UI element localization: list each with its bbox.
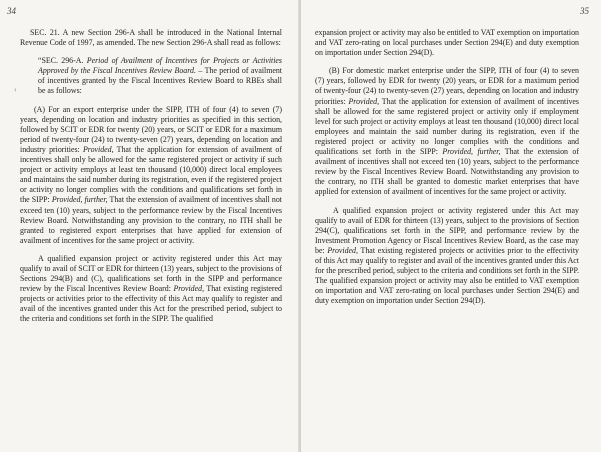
section-heading: “SEC. 296-A. Period of Availment of Incentives for Projects or Activities Approved by the Fiscal Incentives Review Board. – The period of availment of incentives granted by the Fiscal Incentives Review Board to RBEs shall be as follows: xyxy=(38,56,282,96)
continued-paragraph: expansion project or activity may also be entitled to VAT exemption on importation and VAT zero-rating on local purchases under Section 294(E) and duty exemption on importation under Section 294(D). xyxy=(315,28,579,58)
paragraph-b: (B) For domestic market enterprise under the SIPP, ITH of four (4) to seven (7) years, followed by EDR for twenty (20) years, or EDR for a maximum period of twenty-four (24) to twenty-seven (27) years, depending on location and industry priorities: Provided, That the application for extension of availment of incentives shall be allowed for the same registered project or activity only if employment level for such project or activity employs at least ten thousand (10,000) direct local employees and maintain the said number during its registration, even if the registered project or activity no longer complies with the conditions and qualifications set forth in the SIPP: Provided, further, That the extension of availment of incentives shall not exceed ten (10) years, subject to the performance review by the Fiscal Incentives Review Board. Notwithstanding any provision to the contrary, no ITH shall be granted to domestic market enterprises that have applied for extension of availment of incentives for the same project or activity. xyxy=(315,66,579,197)
section-title: Period of Availment of Incentives for Projects or Activities Approved by the Fiscal Incentives Review Board. xyxy=(38,56,282,76)
expansion-paragraph: A qualified expansion project or activity registered under this Act may qualify to avail of SCIT or EDR for thirteen (13) years, subject to the provisions of Sections 294(B) and (C), qualifications set forth in the SIPP and performance review by the Fiscal Incentives Review Board: Provided, That existing registered projects or activities prior to the effectivity of this Act may qualify to register and avail of the incentives granted under this Act for the prescribed period, subject to the criteria and conditions set forth in the SIPP. The qualified xyxy=(20,253,282,324)
right-page xyxy=(301,0,601,452)
left-page xyxy=(0,0,299,452)
expansion-paragraph: A qualified expansion project or activity registered under this Act may qualify to avail of EDR for thirteen (13) years, subject to the provisions of Section 294(C), qualifications set forth in the SIPP, and performance review by the Investment Promotion Agency or Fiscal Incentives Review Board, as the case may be: Provided, That existing registered projects or activities prior to the effectivity of this Act may qualify to register and avail of the incentives granted under this Act for the prescribed period, subject to the criteria and conditions set forth in the SIPP. The qualified expansion project or activity may also be entitled to VAT exemption on importation and VAT zero-rating on local purchases under Section 294(E) and duty exemption on importation under Section 294(D). xyxy=(315,205,579,306)
page-body xyxy=(20,28,282,333)
margin-mark: ‹ xyxy=(14,85,17,94)
page-number: 34 xyxy=(7,6,16,16)
page-number: 35 xyxy=(580,6,589,16)
paragraph-a: (A) For an export enterprise under the SIPP, ITH of four (4) to seven (7) years, depending on location and industry priorities as specified in this section, followed by SCIT or EDR for twenty (20) years, or SCIT or EDR for a maximum period of twenty-four (24) to twenty-seven (27) years, depending on location and industry priorities: Provided, That the application for extension of availment of incentives shall only be allowed for the same registered project or activity if such project or activity employs at least ten thousand (10,000) direct local employees and maintains the said number during its registration, even if the registered project or activity no longer complies with the conditions and qualifications set forth in the SIPP: Provided, further, That the extension of availment of incentives shall not exceed ten (10) years, subject to the performance review by the Fiscal Incentives Review Board. Notwithstanding any provision to the contrary, no ITH shall be granted to registered export enterprises that have applied for extension of availment of incentives for the same project or activity. xyxy=(20,104,282,245)
section-intro: SEC. 21. A new Section 296-A shall be introduced in the National Internal Revenue Code of 1997, as amended. The new Section 296-A shall read as follows: xyxy=(20,28,282,48)
page-body xyxy=(315,28,579,314)
